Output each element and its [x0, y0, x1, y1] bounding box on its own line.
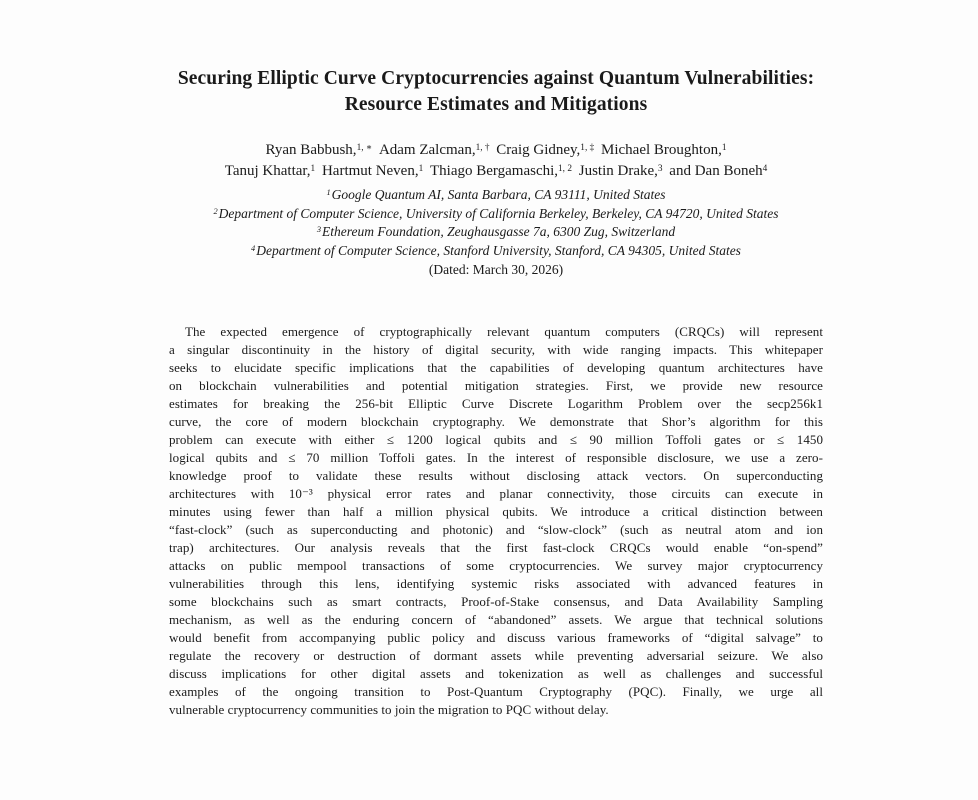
author-line-1: [7, 140, 978, 161]
abstract-line: discuss implications for other digital assets and tokenization as well as challenges and successful: [169, 666, 823, 681]
dated-line: (Dated: March 30, 2026): [428, 262, 564, 277]
author-affiliation-marker: 1: [418, 163, 424, 174]
paper-content: [7, 0, 978, 719]
abstract-line: a singular discontinuity in the history of digital security, with wide ranging impacts. This whitepaper: [169, 342, 823, 357]
author-affiliation-marker: 1: [721, 142, 727, 153]
abstract-line: curve, the core of modern blockchain cryptography. We demonstrate that Shor’s algorithm for this: [169, 414, 823, 429]
affiliation-line: $^4$Department of Computer Science, Stanford University, Stanford, CA 94305, United States: [251, 242, 741, 258]
author-affiliation-marker: 1, †: [475, 142, 490, 153]
author-name: Tanuj Khattar,$^1$: [224, 163, 316, 179]
author-affiliation-marker: 1, ‡: [580, 142, 595, 153]
abstract-line: seeks to elucidate specific implications that the capabilities of developing quantum architectures have: [169, 360, 823, 375]
author-line-2: [7, 161, 978, 182]
author-name: Ryan Babbush,$^{1, ∗}$: [265, 142, 373, 158]
paper-title-line2: Resource Estimates and Mitigations: [344, 94, 648, 115]
affiliation-marker: 1: [326, 188, 331, 198]
abstract-line: some blockchains such as smart contracts, Proof-of-Stake consensus, and Data Availability Sampling: [169, 594, 823, 609]
abstract-line: logical qubits and ≤ 70 million Toffoli gates. In the interest of responsible disclosure, we use a zero-: [169, 450, 823, 465]
affiliation-marker: 4: [251, 243, 256, 253]
abstract-line: estimates for breaking the 256-bit Elliptic Curve Discrete Logarithm Problem over the secp256k1: [169, 396, 823, 411]
abstract-line: The expected emergence of cryptographically relevant quantum computers (CRQCs) will represent: [185, 324, 823, 339]
author-affiliation-marker: 1, 2: [558, 163, 572, 174]
abstract-line: mechanism, as well as the enduring concern of “abandoned” assets. We argue that technical solutions: [169, 612, 823, 627]
abstract-line: trap) architectures. Our analysis reveals that the first fast-clock CRQCs would enable “on-spend”: [169, 540, 823, 555]
abstract-line: knowledge proof to validate these results without disclosing attack vectors. On superconducting: [169, 468, 823, 483]
affiliation-line: $^2$Department of Computer Science, University of California Berkeley, Berkeley, CA 94720, United States: [213, 205, 779, 221]
affiliation-marker: 3: [316, 225, 322, 235]
affiliation-list: [7, 186, 978, 260]
author-list: [7, 140, 978, 182]
abstract-line: problem can execute with either ≤ 1200 logical qubits and ≤ 90 million Toffoli gates or ≤ 1450: [169, 432, 823, 447]
author-name: Thiago Bergamaschi,$^{1, 2}$: [430, 163, 572, 179]
author-name: Adam Zalcman,$^{1, \dagger}$: [378, 142, 490, 158]
abstract-line: attacks on public mempool transactions of some cryptocurrencies. We survey major cryptocurrency: [169, 558, 823, 573]
author-name: Hartmut Neven,$^1$: [321, 163, 424, 179]
abstract: [169, 323, 823, 719]
abstract-line: vulnerable cryptocurrency communities to join the migration to PQC without delay.: [169, 702, 609, 717]
author-name: Michael Broughton,$^1$: [601, 142, 727, 158]
paper-title-line1: Securing Elliptic Curve Cryptocurrencies against Quantum Vulnerabilities:: [177, 68, 815, 89]
author-affiliation-marker: 1, ∗: [356, 142, 373, 153]
abstract-line: regulate the recovery or destruction of dormant assets while preventing adversarial seizure. We also: [169, 648, 823, 663]
abstract-line: “fast-clock” (such as superconducting and photonic) and “slow-clock” (such as neutral atom and ion: [169, 522, 823, 537]
abstract-line: examples of the ongoing transition to Post-Quantum Cryptography (PQC). Finally, we urge all: [169, 684, 823, 699]
author-name: Craig Gidney,$^{1, \ddagger}$: [496, 142, 595, 158]
abstract-line: vulnerabilities through this lens, identifying systemic risks associated with advanced features in: [169, 576, 823, 591]
affiliation-marker: 2: [213, 206, 218, 216]
author-affiliation-marker: 4: [762, 163, 768, 174]
author-affiliation-marker: 1: [310, 163, 316, 174]
paper-title: [7, 0, 978, 118]
author-name: and Dan Boneh$^4$: [669, 163, 768, 179]
abstract-line: would benefit from accompanying public policy and discuss various frameworks of “digital salvage” to: [169, 630, 823, 645]
author-name: Justin Drake,$^3$: [578, 163, 663, 179]
abstract-line: architectures with 10⁻³ physical error rates and planar connectivity, those circuits can execute in: [169, 486, 823, 501]
abstract-line: minutes using fewer than half a million physical qubits. We introduce a critical distinction between: [169, 504, 823, 519]
author-affiliation-marker: 3: [657, 163, 663, 174]
abstract-line: on blockchain vulnerabilities and potential mitigation strategies. First, we provide new resource: [169, 378, 823, 393]
affiliation-line: $^3$Ethereum Foundation, Zeughausgasse 7a, 6300 Zug, Switzerland: [316, 224, 676, 239]
affiliation-line: $^1$Google Quantum AI, Santa Barbara, CA 93111, United States: [326, 187, 666, 202]
